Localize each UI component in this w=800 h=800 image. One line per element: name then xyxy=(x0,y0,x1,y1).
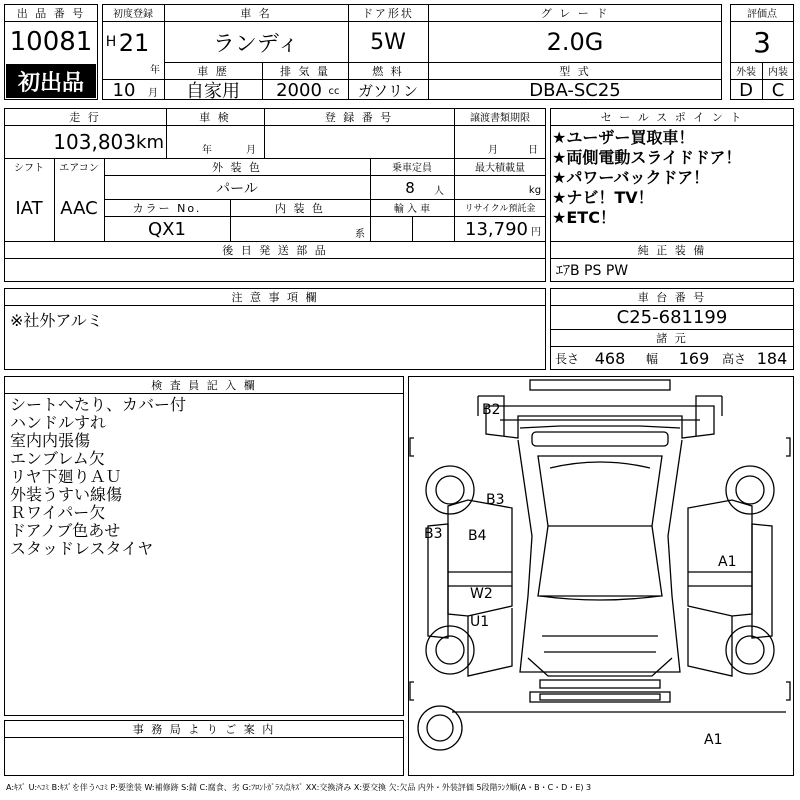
equipment: ｴｱB PS PW xyxy=(556,263,629,279)
inspector-line: スタッドレスタイヤ xyxy=(10,539,154,558)
load-unit: kg xyxy=(528,184,542,196)
lot-label: 出 品 番 号 xyxy=(16,7,86,20)
office-label: 事 務 局 よ り ご 案 内 xyxy=(132,722,276,736)
grade: 2.0G xyxy=(546,28,604,56)
sales-point: ★両側電動スライドドア！ xyxy=(552,148,742,167)
history: 自家用 xyxy=(186,81,240,102)
fuel: ガソリン xyxy=(357,81,418,100)
ext-score: D xyxy=(739,79,753,101)
score-label: 評価点 xyxy=(747,9,777,20)
damage-mark-b3-roof: B3 xyxy=(486,492,505,508)
sales-point: ★ナビ！TV！ xyxy=(552,188,654,207)
recycle-label: リサイクル預託金 xyxy=(464,204,536,214)
front-left-wheel xyxy=(426,466,474,514)
model-code: DBA-SC25 xyxy=(529,79,621,101)
legend: A:ｷｽﾞ U:ﾍｺﾐ B:ｷｽﾞを伴うﾍｺﾐ P:要塗装 W:補修跡 S:錆 C:腐食、劣 G:ﾌﾛﾝﾄｶﾞﾗｽ点ｷｽﾞ XX:交換済み X:要交換 欠:欠品 内外・外装評価 5段階ﾗﾝｸ順(A・B・C・D・E) 3 xyxy=(6,782,592,792)
shift-label: シフト xyxy=(14,163,44,174)
exterior-color: パール xyxy=(216,180,258,197)
door-type: 5W xyxy=(370,29,406,55)
damage-mark-b2: B2 xyxy=(482,402,501,418)
inspector-line: 外装うすい線傷 xyxy=(10,485,123,504)
int-score: C xyxy=(771,79,785,101)
inspection-label: 車 検 xyxy=(199,110,231,124)
inspection-month-unit: 月 xyxy=(246,144,256,156)
fuel-label: 燃 料 xyxy=(372,64,404,78)
chassis-number: C25-681199 xyxy=(616,307,728,328)
damage-mark-b3-side: B3 xyxy=(424,526,443,542)
interior-color-unit: 系 xyxy=(355,228,365,240)
reg-month: 10 xyxy=(112,79,136,101)
inspector-line: 室内内張傷 xyxy=(10,431,91,450)
height-label: 高さ xyxy=(721,351,746,366)
reg-year: 21 xyxy=(118,29,150,57)
notes-label: 注 意 事 項 欄 xyxy=(231,290,319,304)
month-unit: 月 xyxy=(148,87,158,99)
front-right-wheel xyxy=(726,466,774,514)
era: H xyxy=(105,34,117,50)
width: 169 xyxy=(678,348,710,368)
length-label: 長さ xyxy=(554,351,579,366)
sales-point: ★パワーバックドア！ xyxy=(552,168,710,187)
capacity: 8 xyxy=(405,178,415,197)
rear-right-wheel xyxy=(726,626,774,674)
dimensions-label: 諸 元 xyxy=(656,331,688,345)
ac: AAC xyxy=(60,198,98,219)
reg-number-label: 登 録 番 号 xyxy=(324,110,394,124)
damage-mark-w2: W2 xyxy=(470,586,493,602)
sales-points-list xyxy=(552,128,792,228)
later-parts-label: 後 日 発 送 部 品 xyxy=(222,243,328,257)
inspector-label: 検 査 員 記 入 欄 xyxy=(151,378,257,392)
body-outline xyxy=(518,440,682,672)
mileage-unit: km xyxy=(136,131,164,153)
load-label: 最大積載量 xyxy=(475,163,525,174)
car-name-label: 車 名 xyxy=(240,6,272,20)
equipment-label: 純 正 装 備 xyxy=(637,243,707,257)
reg-label: 初度登録 xyxy=(113,9,153,20)
height: 184 xyxy=(756,348,788,368)
displacement-unit: cc xyxy=(328,85,340,97)
capacity-label: 乗車定員 xyxy=(392,163,432,174)
transfer-label: 譲渡書類期限 xyxy=(470,113,530,124)
ext-label: 外装 xyxy=(736,67,756,78)
import-label: 輸 入 車 xyxy=(393,204,431,215)
car-name: ランディ xyxy=(212,31,300,57)
inspector-line: エンブレム欠 xyxy=(10,449,105,468)
sales-point: ★ユーザー買取車！ xyxy=(552,128,695,147)
mileage: 103,803 xyxy=(53,130,136,154)
inspector-line: Ｒワイパー欠 xyxy=(10,503,106,522)
history-label: 車 歴 xyxy=(197,64,229,78)
notes-text: ※社外アルミ xyxy=(10,310,103,330)
width-label: 幅 xyxy=(645,351,658,366)
sales-points-label: セ ー ル ス ポ イ ン ト xyxy=(600,110,744,124)
damage-mark-a1-side: A1 xyxy=(718,554,737,570)
mileage-label: 走 行 xyxy=(69,110,101,124)
int-label: 内装 xyxy=(768,67,788,78)
inspection-year-unit: 年 xyxy=(202,144,212,156)
inspector-line: リヤ下廻りＡＵ xyxy=(10,467,122,486)
length: 468 xyxy=(594,348,626,368)
ac-label: エアコン xyxy=(59,163,99,174)
damage-mark-a1-bottom: A1 xyxy=(704,732,723,748)
displacement: 2000 xyxy=(276,79,322,101)
door-label: ドア形状 xyxy=(362,6,414,20)
front-bumper-shape xyxy=(530,380,670,390)
color-no-label: カラー No. xyxy=(132,201,202,215)
inspector-notes xyxy=(10,396,400,558)
lot-number: 10081 xyxy=(9,27,93,57)
sales-point: ★ETC！ xyxy=(552,208,616,227)
transfer-month-unit: 月 xyxy=(488,144,498,156)
recycle-unit: 円 xyxy=(531,226,541,238)
rear-left-wheel xyxy=(426,626,474,674)
shift: IAT xyxy=(15,198,43,219)
recycle-fee: 13,790 xyxy=(465,218,528,240)
displacement-label: 排 気 量 xyxy=(280,64,330,78)
capacity-unit: 人 xyxy=(434,185,444,197)
year-unit: 年 xyxy=(150,64,160,76)
first-listing-badge: 初出品 xyxy=(6,64,96,98)
model-label: 型 式 xyxy=(559,64,591,78)
damage-mark-u1: U1 xyxy=(470,614,490,630)
damage-mark-b4: B4 xyxy=(468,528,487,544)
hood-outline xyxy=(486,406,714,438)
score: 3 xyxy=(753,25,771,59)
exterior-color-label: 外 装 色 xyxy=(212,160,262,174)
chassis-label: 車 台 番 号 xyxy=(637,290,707,304)
inspector-line: ドアノブ色あせ xyxy=(10,521,121,540)
grade-label: グ レ ー ド xyxy=(540,6,610,20)
inspector-line: シートへたり、カバー付 xyxy=(10,395,187,414)
inspector-line: ハンドルすれ xyxy=(10,413,107,432)
transfer-day-unit: 日 xyxy=(528,144,538,156)
car-damage-diagram xyxy=(408,376,794,776)
color-no: QX1 xyxy=(148,218,186,240)
interior-color-label: 内 装 色 xyxy=(275,201,325,215)
